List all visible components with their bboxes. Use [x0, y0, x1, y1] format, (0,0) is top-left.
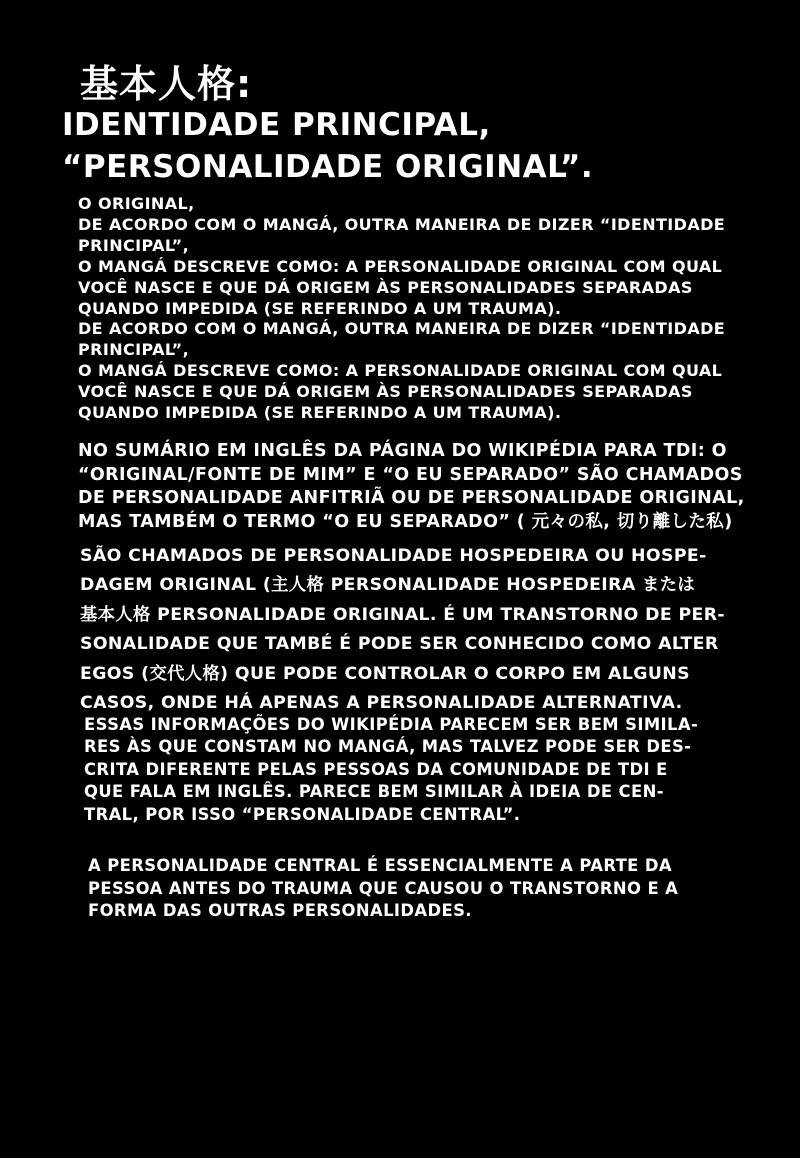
- text-line: DE PERSONALIDADE ANFITRIÃ OU DE PERSONALIDADE ORIGINAL,: [78, 488, 745, 509]
- text-line: DAGEM ORIGINAL (主人格 PERSONALIDADE HOSPEDEIRA または: [80, 575, 696, 596]
- text-line: CRITA DIFERENTE PELAS PESSOAS DA COMUNIDADE DE TDI E: [84, 759, 668, 779]
- text-line: EGOS (交代人格) QUE PODE CONTROLAR O CORPO EM ALGUNS: [80, 663, 690, 684]
- text-block-host-personality: [80, 542, 725, 718]
- text-line: QUANDO IMPEDIDA (SE REFERINDO A UM TRAUMA).: [78, 298, 562, 318]
- text-block-comparison: [84, 714, 698, 826]
- text-line: PRINCIPAL”,: [78, 235, 190, 255]
- text-line: VOCÊ NASCE E QUE DÁ ORIGEM ÀS PERSONALIDADES SEPARADAS: [78, 277, 693, 297]
- text-line: “ORIGINAL/FONTE DE MIM” E “O EU SEPARADO” SÃO CHAMADOS: [78, 464, 743, 485]
- text-line: SONALIDADE QUE TAMBÉ É PODE SER CONHECIDO COMO ALTER: [80, 634, 719, 655]
- text-line: VOCÊ NASCE E QUE DÁ ORIGEM ÀS PERSONALIDADES SEPARADAS: [78, 382, 693, 402]
- text-line: TRAL, POR ISSO “PERSONALIDADE CENTRAL”.: [84, 804, 521, 824]
- text-line: CASOS, ONDE HÁ APENAS A PERSONALIDADE ALTERNATIVA.: [80, 693, 683, 714]
- text-line: QUANDO IMPEDIDA (SE REFERINDO A UM TRAUMA).: [78, 403, 562, 423]
- text-line: MAS TAMBÉM O TERMO “O EU SEPARADO” ( 元々の私, 切り離した私): [78, 511, 733, 532]
- text-line: RES ÀS QUE CONSTAM NO MANGÁ, MAS TALVEZ PODE SER DES-: [84, 737, 692, 757]
- text-line: QUE FALA EM INGLÊS. PARECE BEM SIMILAR À IDEIA DE CEN-: [84, 782, 664, 802]
- text-block-central-personality: [88, 855, 678, 923]
- text-line: O MANGÁ DESCREVE COMO: A PERSONALIDADE ORIGINAL COM QUAL: [78, 256, 723, 276]
- text-line: FORMA DAS OUTRAS PERSONALIDADES.: [88, 901, 472, 921]
- heading-japanese: 基本人格:: [80, 62, 253, 106]
- text-line: O ORIGINAL,: [78, 194, 195, 213]
- text-line: A PERSONALIDADE CENTRAL É ESSENCIALMENTE A PARTE DA: [88, 856, 672, 875]
- text-line: ESSAS INFORMAÇÕES DO WIKIPÉDIA PARECEM SER BEM SIMILA-: [84, 715, 699, 734]
- heading-portuguese: IDENTIDADE PRINCIPAL, “PERSONALIDADE ORIGINAL”.: [62, 107, 594, 185]
- text-line: NO SUMÁRIO EM INGLÊS DA PÁGINA DO WIKIPÉDIA PARA TDI: O: [78, 441, 727, 461]
- text-line: PESSOA ANTES DO TRAUMA QUE CAUSOU O TRANSTORNO E A: [88, 878, 679, 898]
- text-line: DE ACORDO COM O MANGÁ, OUTRA MANEIRA DE DIZER “IDENTIDADE: [78, 319, 726, 339]
- text-block-original: [78, 194, 725, 424]
- text-line: SÃO CHAMADOS DE PERSONALIDADE HOSPEDEIRA OU HOSPE-: [80, 546, 707, 566]
- text-block-wikipedia-summary: [78, 440, 745, 534]
- text-line: PRINCIPAL”,: [78, 340, 190, 360]
- text-line: O MANGÁ DESCREVE COMO: A PERSONALIDADE ORIGINAL COM QUAL: [78, 361, 723, 381]
- text-line: DE ACORDO COM O MANGÁ, OUTRA MANEIRA DE DIZER “IDENTIDADE: [78, 214, 726, 234]
- text-line: 基本人格 PERSONALIDADE ORIGINAL. É UM TRANSTORNO DE PER-: [80, 604, 726, 625]
